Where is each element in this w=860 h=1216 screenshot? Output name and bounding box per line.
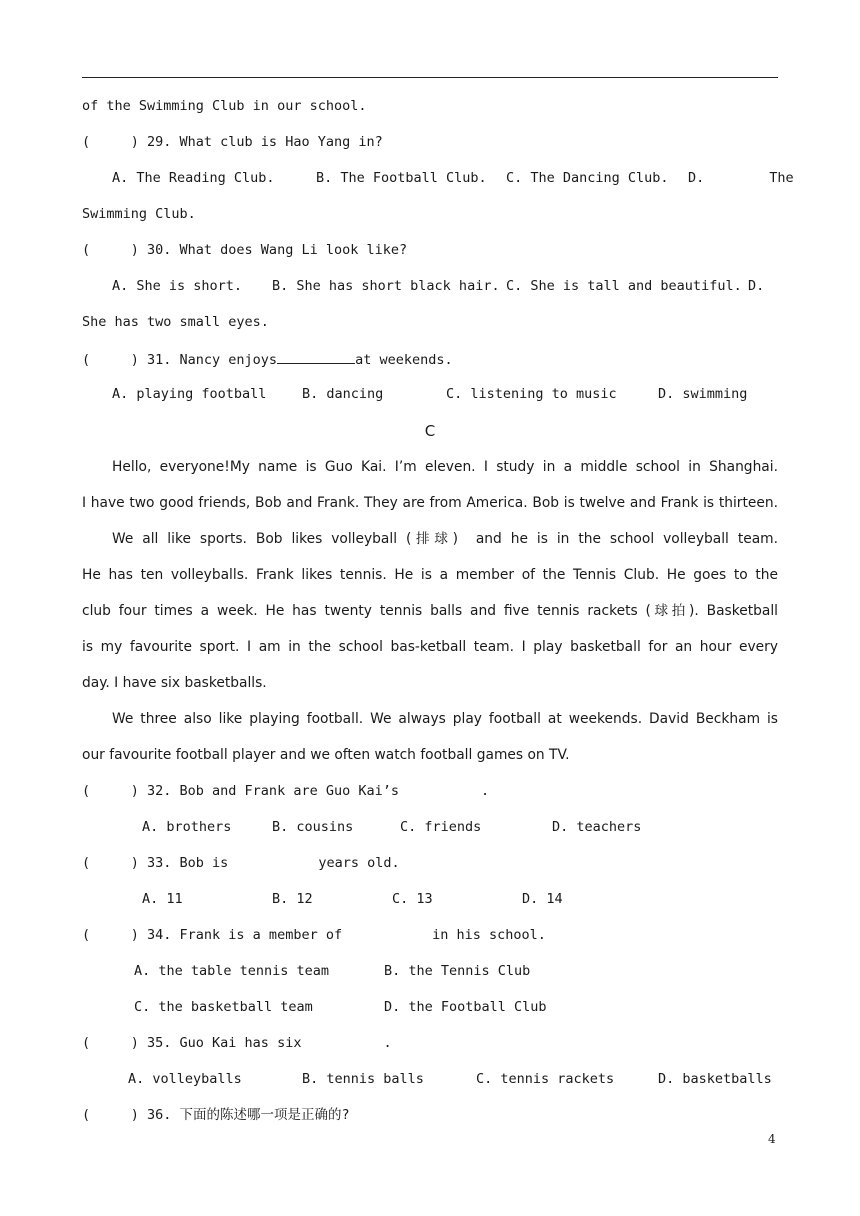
section-heading: C	[424, 422, 436, 440]
question-32-option-c: C. friends	[400, 819, 482, 835]
question-34-stem	[82, 926, 546, 944]
question-29-option-d-continued: Swimming Club.	[82, 206, 196, 222]
question-30-stem: ( ) 30. What does Wang Li look like?	[82, 242, 408, 258]
question-29-stem: ( ) 29. What club is Hao Yang in?	[82, 134, 383, 150]
question-35-option-c: C. tennis rackets	[476, 1071, 615, 1087]
question-33-option-d: D. 14	[522, 891, 563, 907]
question-34-stem-after: in his school.	[432, 927, 546, 943]
question-35-option-d: D. basketballs	[658, 1071, 772, 1087]
question-35-stem-before: ( ) 35. Guo Kai has six	[82, 1035, 302, 1051]
question-31-option-c: C. listening to music	[446, 386, 617, 402]
question-35-stem	[82, 1034, 392, 1052]
question-31-option-a: A. playing football	[112, 386, 267, 402]
question-32-stem	[82, 782, 489, 800]
question-29-option-d: D. The	[688, 170, 794, 186]
question-34-option-b: B. the Tennis Club	[384, 963, 531, 979]
question-35-stem-after: .	[383, 1035, 392, 1051]
question-33-option-c: C. 13	[392, 891, 433, 907]
question-29-option-c: C. The Dancing Club.	[506, 170, 669, 186]
question-31-stem	[82, 349, 453, 369]
question-32-stem-after: .	[480, 783, 490, 799]
header-rule	[82, 77, 778, 78]
question-32-option-b: B. cousins	[272, 819, 354, 835]
passage-paragraph-2-line-5: day. I have six basketballs.	[82, 675, 267, 691]
question-30-option-b: B. She has short black hair.	[272, 278, 500, 294]
passage-paragraph-3-line-2: our favourite football player and we often watch football games on TV.	[82, 747, 570, 763]
question-31-option-b: B. dancing	[302, 386, 384, 402]
question-34-option-a: A. the table tennis team	[134, 963, 330, 979]
passage-paragraph-2-line-1: We all like sports. Bob likes volleyball (排球) and he is in the school volleyball team.	[112, 531, 778, 547]
question-30-option-c: C. She is tall and beautiful.	[506, 278, 742, 294]
question-36-stem: ( ) 36. 下面的陈述哪一项是正确的?	[82, 1107, 350, 1123]
question-32-option-d: D. teachers	[552, 819, 642, 835]
passage-paragraph-1-line-1: Hello, everyone!My name is Guo Kai. I’m eleven. I study in a middle school in Shanghai.	[112, 459, 778, 475]
question-33-option-b: B. 12	[272, 891, 313, 907]
question-33-stem-before: ( ) 33. Bob is	[82, 855, 229, 871]
question-34-option-d: D. the Football Club	[384, 999, 547, 1015]
question-30-option-a: A. She is short.	[112, 278, 243, 294]
answer-blank	[277, 349, 355, 364]
question-34-option-c: C. the basketball team	[134, 999, 313, 1015]
page-number: 4	[768, 1132, 776, 1146]
question-29-option-a: A. The Reading Club.	[112, 170, 275, 186]
question-32-option-a: A. brothers	[142, 819, 232, 835]
question-30-option-d: D.	[748, 278, 765, 294]
question-31-option-d: D. swimming	[658, 386, 748, 402]
question-34-stem-before: ( ) 34. Frank is a member of	[82, 927, 343, 943]
continued-text: of the Swimming Club in our school.	[82, 98, 367, 114]
question-30-option-d-continued: She has two small eyes.	[82, 314, 269, 330]
passage-paragraph-2-line-3: club four times a week. He has twenty tennis balls and five tennis rackets (球拍). Basketball	[82, 603, 778, 619]
passage-paragraph-3-line-1: We three also like playing football. We always play football at weekends. David Beckham is	[112, 711, 778, 727]
question-29-option-b: B. The Football Club.	[316, 170, 487, 186]
question-31-stem-after: at weekends.	[355, 352, 453, 368]
question-35-option-b: B. tennis balls	[302, 1071, 424, 1087]
question-33-stem	[82, 854, 400, 872]
question-35-option-a: A. volleyballs	[128, 1071, 242, 1087]
question-33-stem-after: years old.	[318, 855, 400, 871]
question-32-stem-before: ( ) 32. Bob and Frank are Guo Kai’s	[82, 783, 399, 799]
passage-paragraph-1-line-2: I have two good friends, Bob and Frank. They are from America. Bob is twelve and Frank is thirteen.	[82, 495, 778, 511]
passage-paragraph-2-line-4: is my favourite sport. I am in the school bas-ketball team. I play basketball for an hour every	[82, 639, 778, 655]
question-33-option-a: A. 11	[142, 891, 183, 907]
question-31-stem-before: ( ) 31. Nancy enjoys	[82, 352, 278, 368]
passage-paragraph-2-line-2: He has ten volleyballs. Frank likes tennis. He is a member of the Tennis Club. He goes to the	[82, 567, 778, 583]
